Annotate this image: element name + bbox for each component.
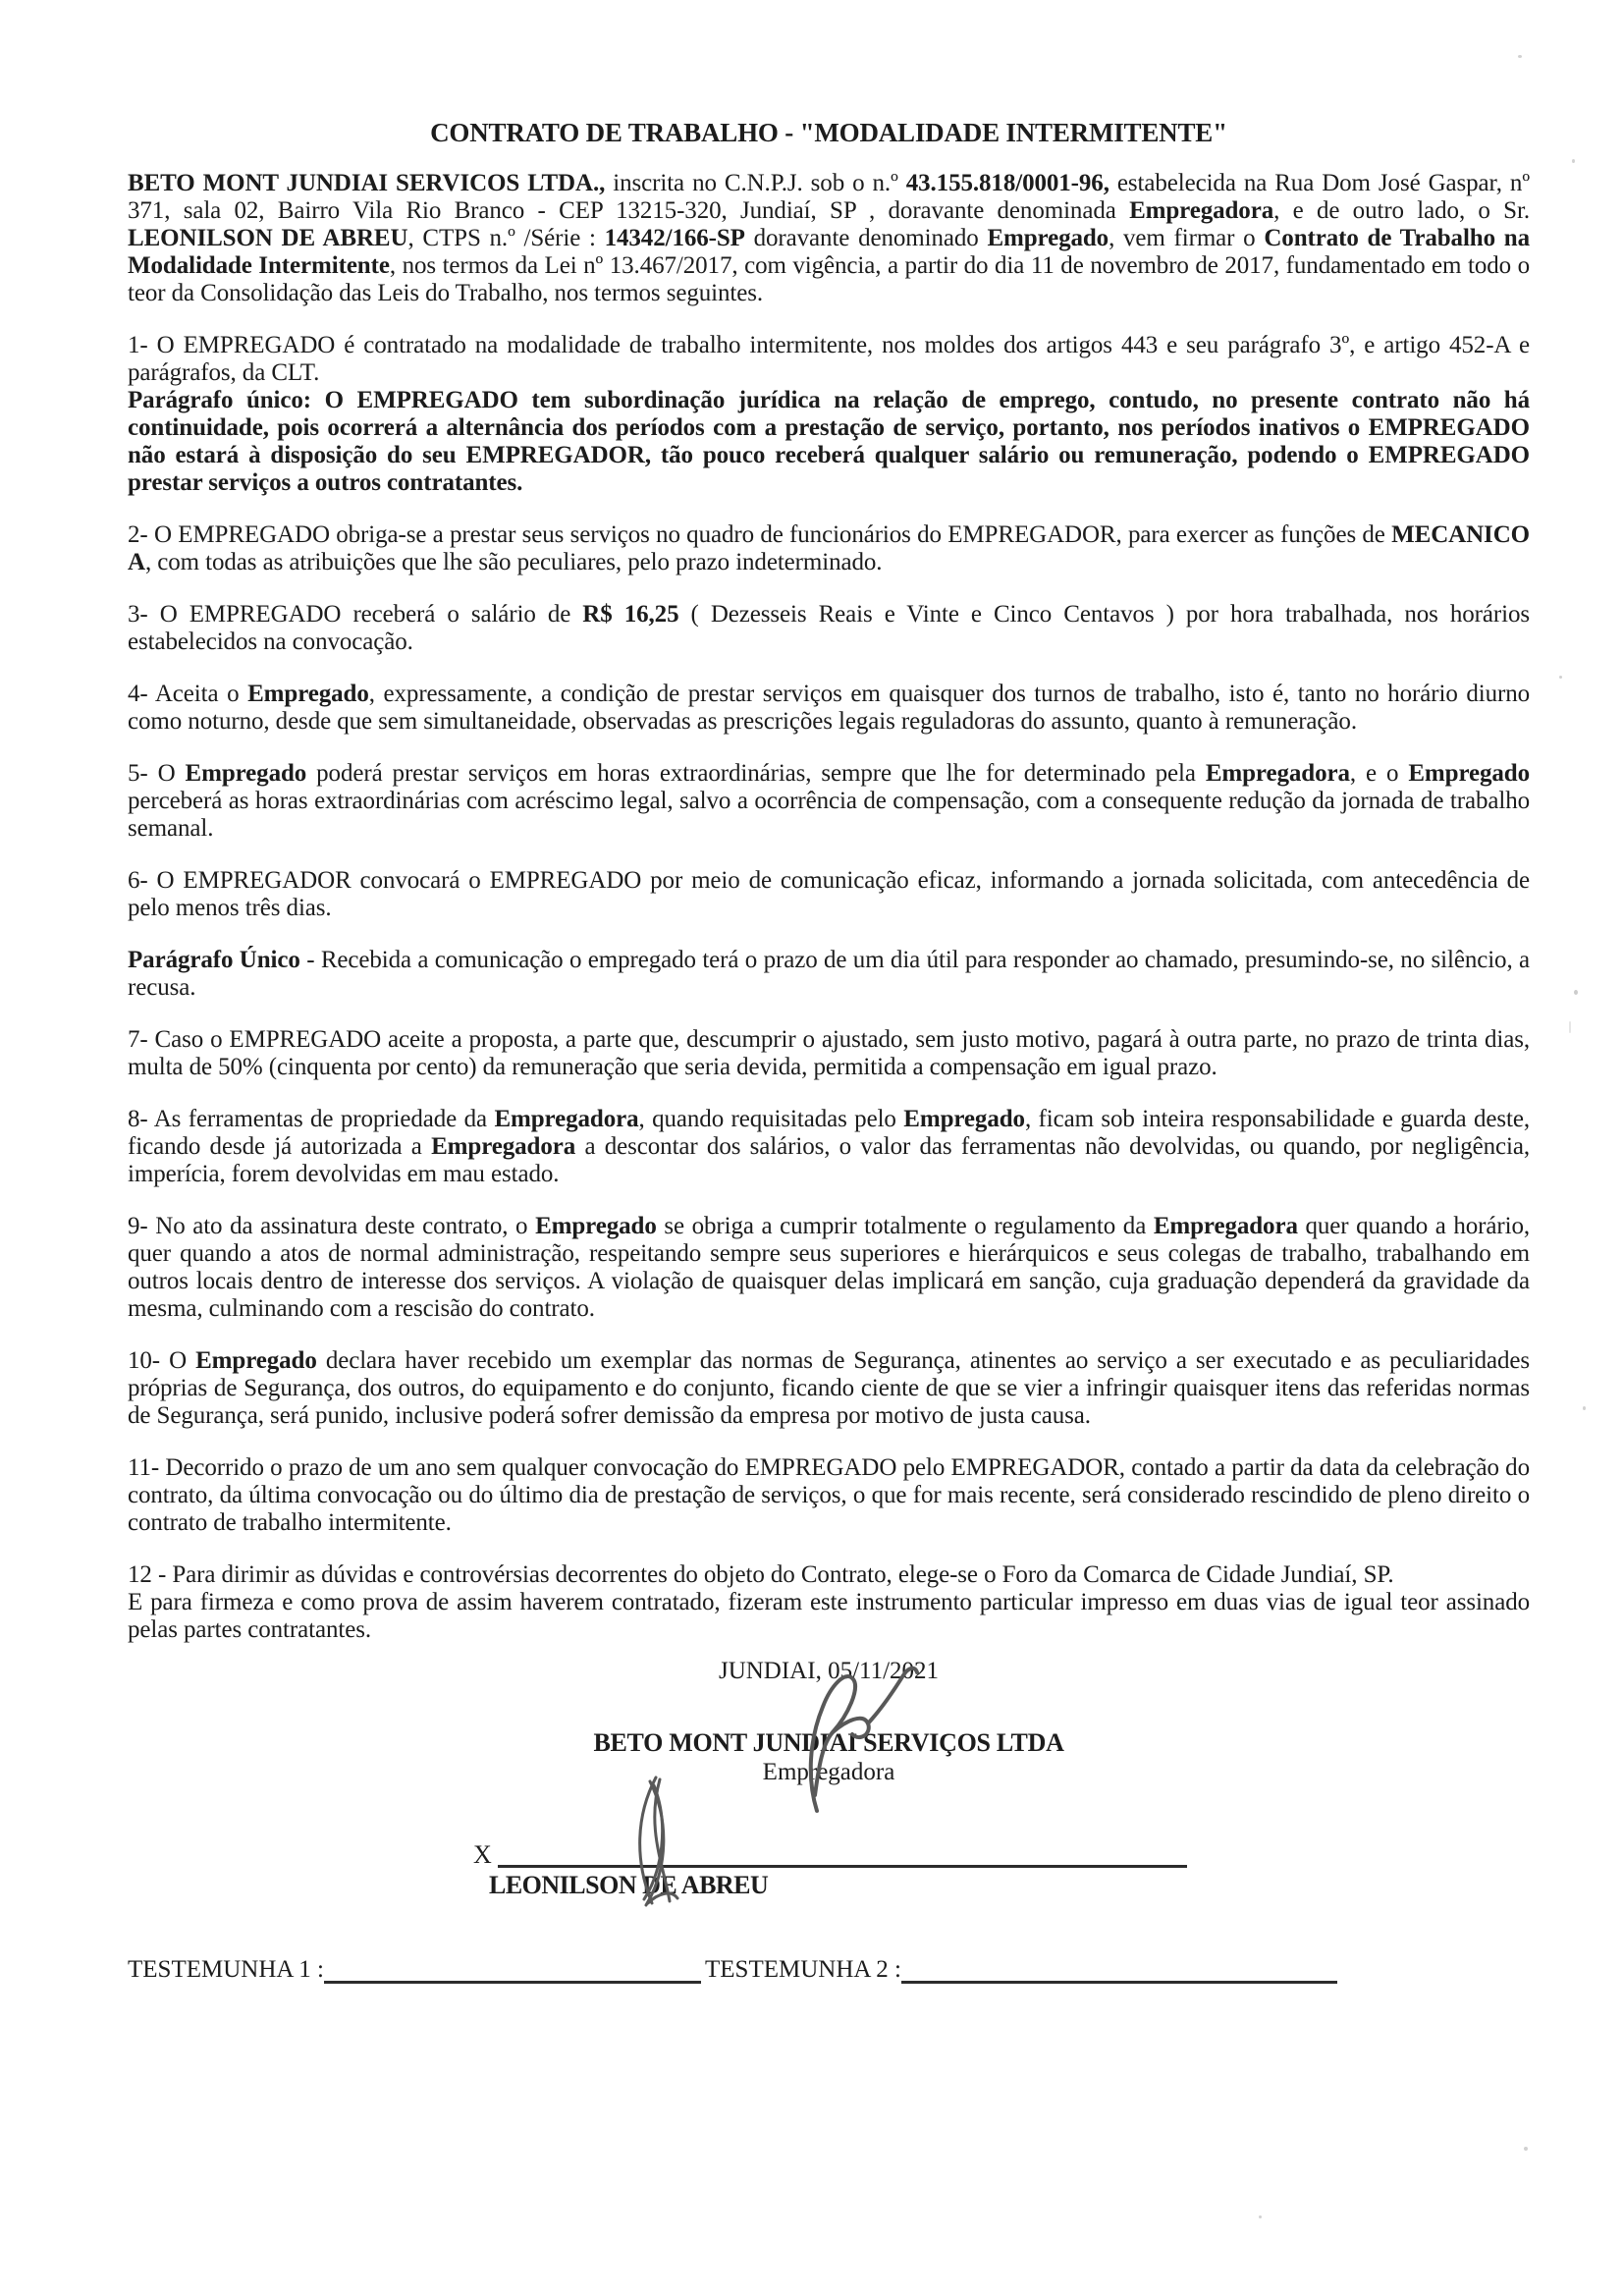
preamble: BETO MONT JUNDIAI SERVICOS LTDA., inscrita no C.N.P.J. sob o n.º 43.155.818/0001-96, estabelecida na Rua Dom José Gaspar, nº 371, sala 02, Bairro Vila Rio Branco - CEP 13215-320, Jundiaí, SP , doravante denominada Empregadora, e de outro lado, o Sr. LEONILSON DE ABREU, CTPS n.º /Série : 14342/166-SP doravante denominado Empregado, vem firmar o Contrato de Trabalho na Modalidade Intermitente, nos termos da Lei nº 13.467/2017, com vigência, a partir do dia 11 de novembro de 2017, fundamentado em todo o teor da Consolidação das Leis do Trabalho, nos termos seguintes.	[128, 170, 1530, 306]
scan-speck	[1259, 2215, 1262, 2218]
signature-area	[128, 1658, 1530, 1984]
witness1-label: TESTEMUNHA 1 :	[128, 1956, 324, 1983]
witness2-label: TESTEMUNHA 2 :	[705, 1956, 901, 1983]
employee-signature-line	[498, 1841, 1187, 1868]
clause-4: 4- Aceita o Empregado, expressamente, a condição de prestar serviços em quaisquer dos turnos de trabalho, isto é, tanto no horário diurno como noturno, desde que sem simultaneidade, observadas as prescrições legais reguladoras do assunto, quanto à remuneração.	[128, 681, 1531, 735]
witness-row	[128, 1956, 1530, 1984]
employer-role-label: Empregadora	[762, 1759, 895, 1785]
clause-1-sole-paragraph: Parágrafo único: O EMPREGADO tem subordinação jurídica na relação de emprego, contudo, no presente contrato não há continuidade, pois ocorrerá a alternância dos períodos com a prestação de serviço, portanto, nos períodos inativos o EMPREGADO não estará à disposição do seu EMPREGADOR, tão pouco receberá qualquer salário ou remuneração, podendo o EMPREGADO prestar serviços a outros contratantes.	[128, 387, 1530, 496]
scan-speck	[1569, 1021, 1571, 1033]
clause-2: 2- O EMPREGADO obriga-se a prestar seus serviços no quadro de funcionários do EMPREGADOR, para exercer as funções de MECANICO A, com todas as atribuições que lhe são peculiares, pelo prazo indeterminado.	[128, 521, 1530, 575]
scan-speck	[1559, 676, 1562, 679]
clause-8: 8- As ferramentas de propriedade da Empregadora, quando requisitadas pelo Empregado, ficam sob inteira responsabilidade e guarda deste, ficando desde já autorizada a Empregadora a descontar dos salários, o valor das ferramentas não devolvidas, ou quando, por negligência, imperícia, forem devolvidas em mau estado.	[128, 1106, 1531, 1187]
scan-speck	[1583, 1406, 1586, 1410]
date-line: JUNDIAI, 05/11/2021	[718, 1658, 940, 1684]
clause-5: 5- O Empregado poderá prestar serviços em horas extraordinárias, sempre que lhe for determinado pela Empregadora, e o Empregado perceberá as horas extraordinárias com acréscimo legal, salvo a ocorrência de compensação, com a consequente redução da jornada de trabalho semanal.	[128, 760, 1530, 842]
witness1-signature-line	[324, 1959, 701, 1984]
x-mark-label: X	[473, 1840, 492, 1869]
clause-6: 6- O EMPREGADOR convocará o EMPREGADO por meio de comunicação eficaz, informando a jornada solicitada, com antecedência de pelo menos três dias.	[128, 867, 1530, 921]
employee-name: LEONILSON DE ABREU	[489, 1871, 769, 1899]
employee-signature-row	[473, 1841, 1530, 1868]
scan-speck	[1524, 2147, 1528, 2151]
contract-body	[128, 170, 1530, 1644]
contract-content	[128, 118, 1530, 1984]
clause-3: 3- O EMPREGADO receberá o salário de R$ 16,25 ( Dezesseis Reais e Vinte e Cinco Centavos ) por hora trabalhada, nos horários estabelecidos na convocação.	[128, 601, 1530, 655]
closing-statement: E para firmeza e como prova de assim haverem contratado, fizeram este instrumento particular impresso em duas vias de igual teor assinado pelas partes contratantes.	[128, 1589, 1530, 1643]
employer-company-name: BETO MONT JUNDIAI SERVIÇOS LTDA	[593, 1728, 1064, 1757]
clause-11: 11- Decorrido o prazo de um ano sem qualquer convocação do EMPREGADO pelo EMPREGADOR, contado a partir da data da celebração do contrato, da última convocação ou do último dia de prestação de serviços, o que for mais recente, será considerado rescindido de pleno direito o contrato de trabalho intermitente.	[128, 1454, 1530, 1536]
clause-10: 10- O Empregado declara haver recebido um exemplar das normas de Segurança, atinentes ao serviço a ser executado e as peculiaridades próprias de Segurança, dos outros, do equipamento e do conjunto, ficando ciente de que se vier a infringir quaisquer itens das referidas normas de Segurança, será punido, inclusive poderá sofrer demissão da empresa por motivo de justa causa.	[128, 1347, 1531, 1429]
clause-1: 1- O EMPREGADO é contratado na modalidade de trabalho intermitente, nos moldes dos artigos 443 e seu parágrafo 3º, e artigo 452-A e parágrafos, da CLT.	[128, 332, 1530, 386]
scan-speck	[1574, 990, 1578, 995]
clause-12: 12 - Para dirimir as dúvidas e controvérsias decorrentes do objeto do Contrato, elege-se o Foro da Comarca de Cidade Jundiaí, SP.	[128, 1561, 1394, 1588]
clause-9: 9- No ato da assinatura deste contrato, o Empregado se obriga a cumprir totalmente o regulamento da Empregadora quer quando a horário, quer quando a atos de normal administração, respeitando sempre seus superiores e hierárquicos e seus colegas de trabalho, trabalhando em outros locais dentro de interesse dos serviços. A violação de quaisquer delas implicará em sanção, cuja graduação dependerá da gravidade da mesma, culminando com a rescisão do contrato.	[128, 1213, 1530, 1322]
document-title: CONTRATO DE TRABALHO - "MODALIDADE INTERMITENTE"	[430, 118, 1227, 147]
clause-6-sole-paragraph: Parágrafo Único - Recebida a comunicação o empregado terá o prazo de um dia útil para responder ao chamado, presumindo-se, no silêncio, a recusa.	[128, 947, 1531, 1001]
witness2-signature-line	[901, 1959, 1337, 1984]
clause-7: 7- Caso o EMPREGADO aceite a proposta, a parte que, descumprir o ajustado, sem justo motivo, pagará à outra parte, no prazo de trinta dias, multa de 50% (cinquenta por cento) da remuneração que seria devida, permitida a compensação em igual prazo.	[128, 1026, 1530, 1080]
scan-speck	[1572, 159, 1575, 163]
scan-speck	[1518, 55, 1522, 58]
